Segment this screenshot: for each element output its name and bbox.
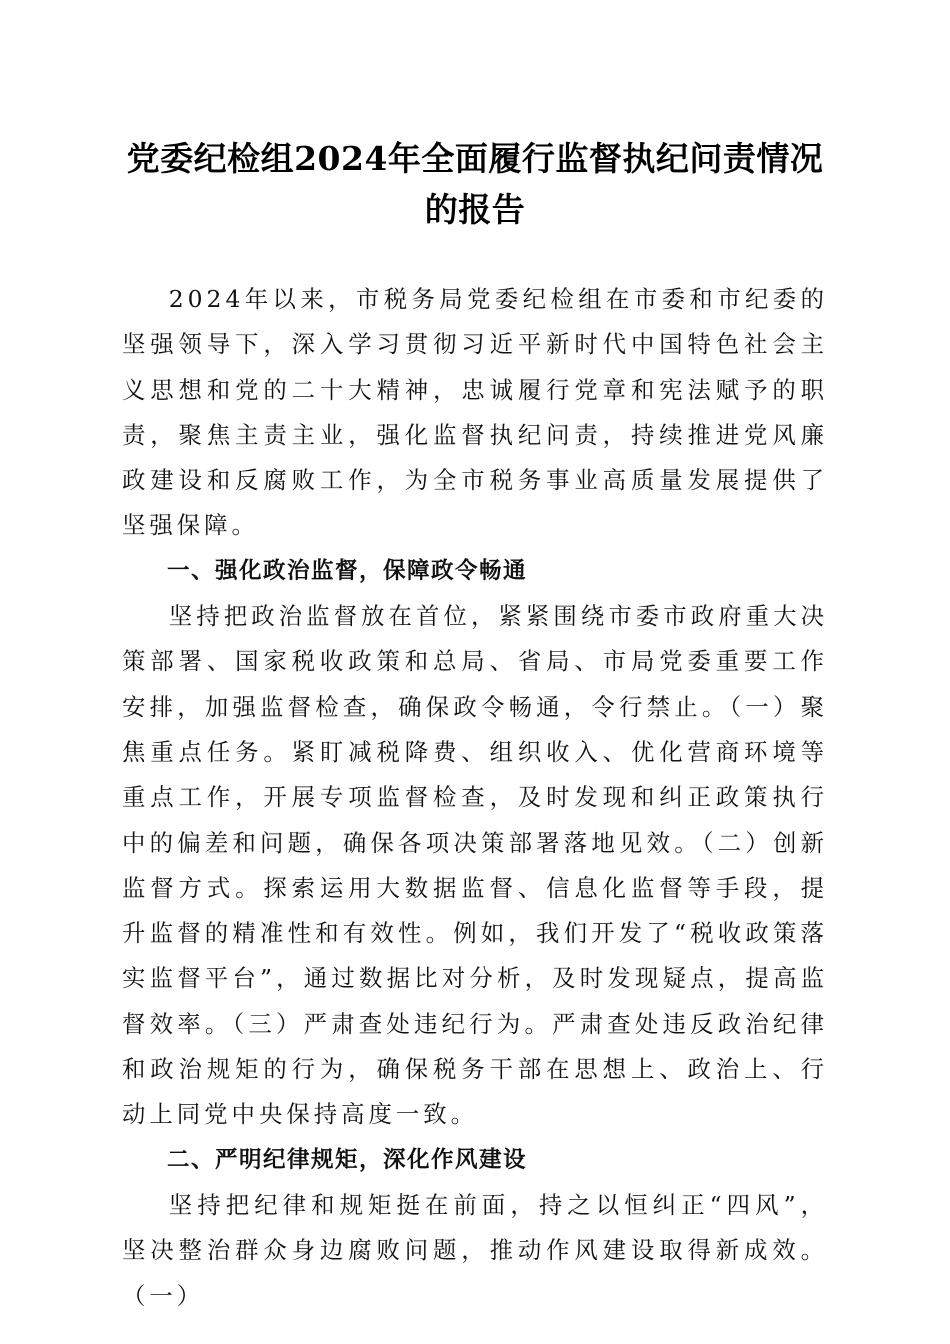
section-heading-2: 二、严明纪律规矩，深化作风建设	[167, 1146, 528, 1173]
section-heading-1: 一、强化政治监督，保障政令畅通	[167, 557, 528, 584]
document-body	[122, 277, 828, 1319]
document-title: 党委纪检组2024年全面履行监督执纪问责情况的报告	[126, 139, 824, 229]
intro-paragraph: 2024年以来，市税务局党委纪检组在市委和市纪委的坚强领导下，深入学习贯彻习近平新时代中国特色社会主义思想和党的二十大精神，忠诚履行党章和宪法赋予的职责，聚焦主责主业，强化监督执纪问责，持续推进党风廉政建设和反腐败工作，为全市税务事业高质量发展提供了坚强保障。	[122, 285, 828, 540]
section-2-paragraph: 坚持把纪律和规矩挺在前面，持之以恒纠正“四风”，坚决整治群众身边腐败问题，推动作风建设取得新成效。（一）	[122, 1190, 828, 1310]
section-1-paragraph: 坚持把政治监督放在首位，紧紧围绕市委市政府重大决策部署、国家税收政策和总局、省局、市局党委重要工作安排，加强监督检查，确保政令畅通，令行禁止。（一）聚焦重点任务。紧盯减税降费、组织收入、优化营商环境等重点工作，开展专项监督检查，及时发现和纠正政策执行中的偏差和问题，确保各项决策部署落地见效。（二）创新监督方式。探索运用大数据监督、信息化监督等手段，提升监督的精准性和有效性。例如，我们开发了“税收政策落实监督平台”，通过数据比对分析，及时发现疑点，提高监督效率。（三）严肃查处违纪行为。严肃查处违反政治纪律和政治规矩的行为，确保税务干部在思想上、政治上、行动上同党中央保持高度一致。	[122, 602, 828, 1129]
